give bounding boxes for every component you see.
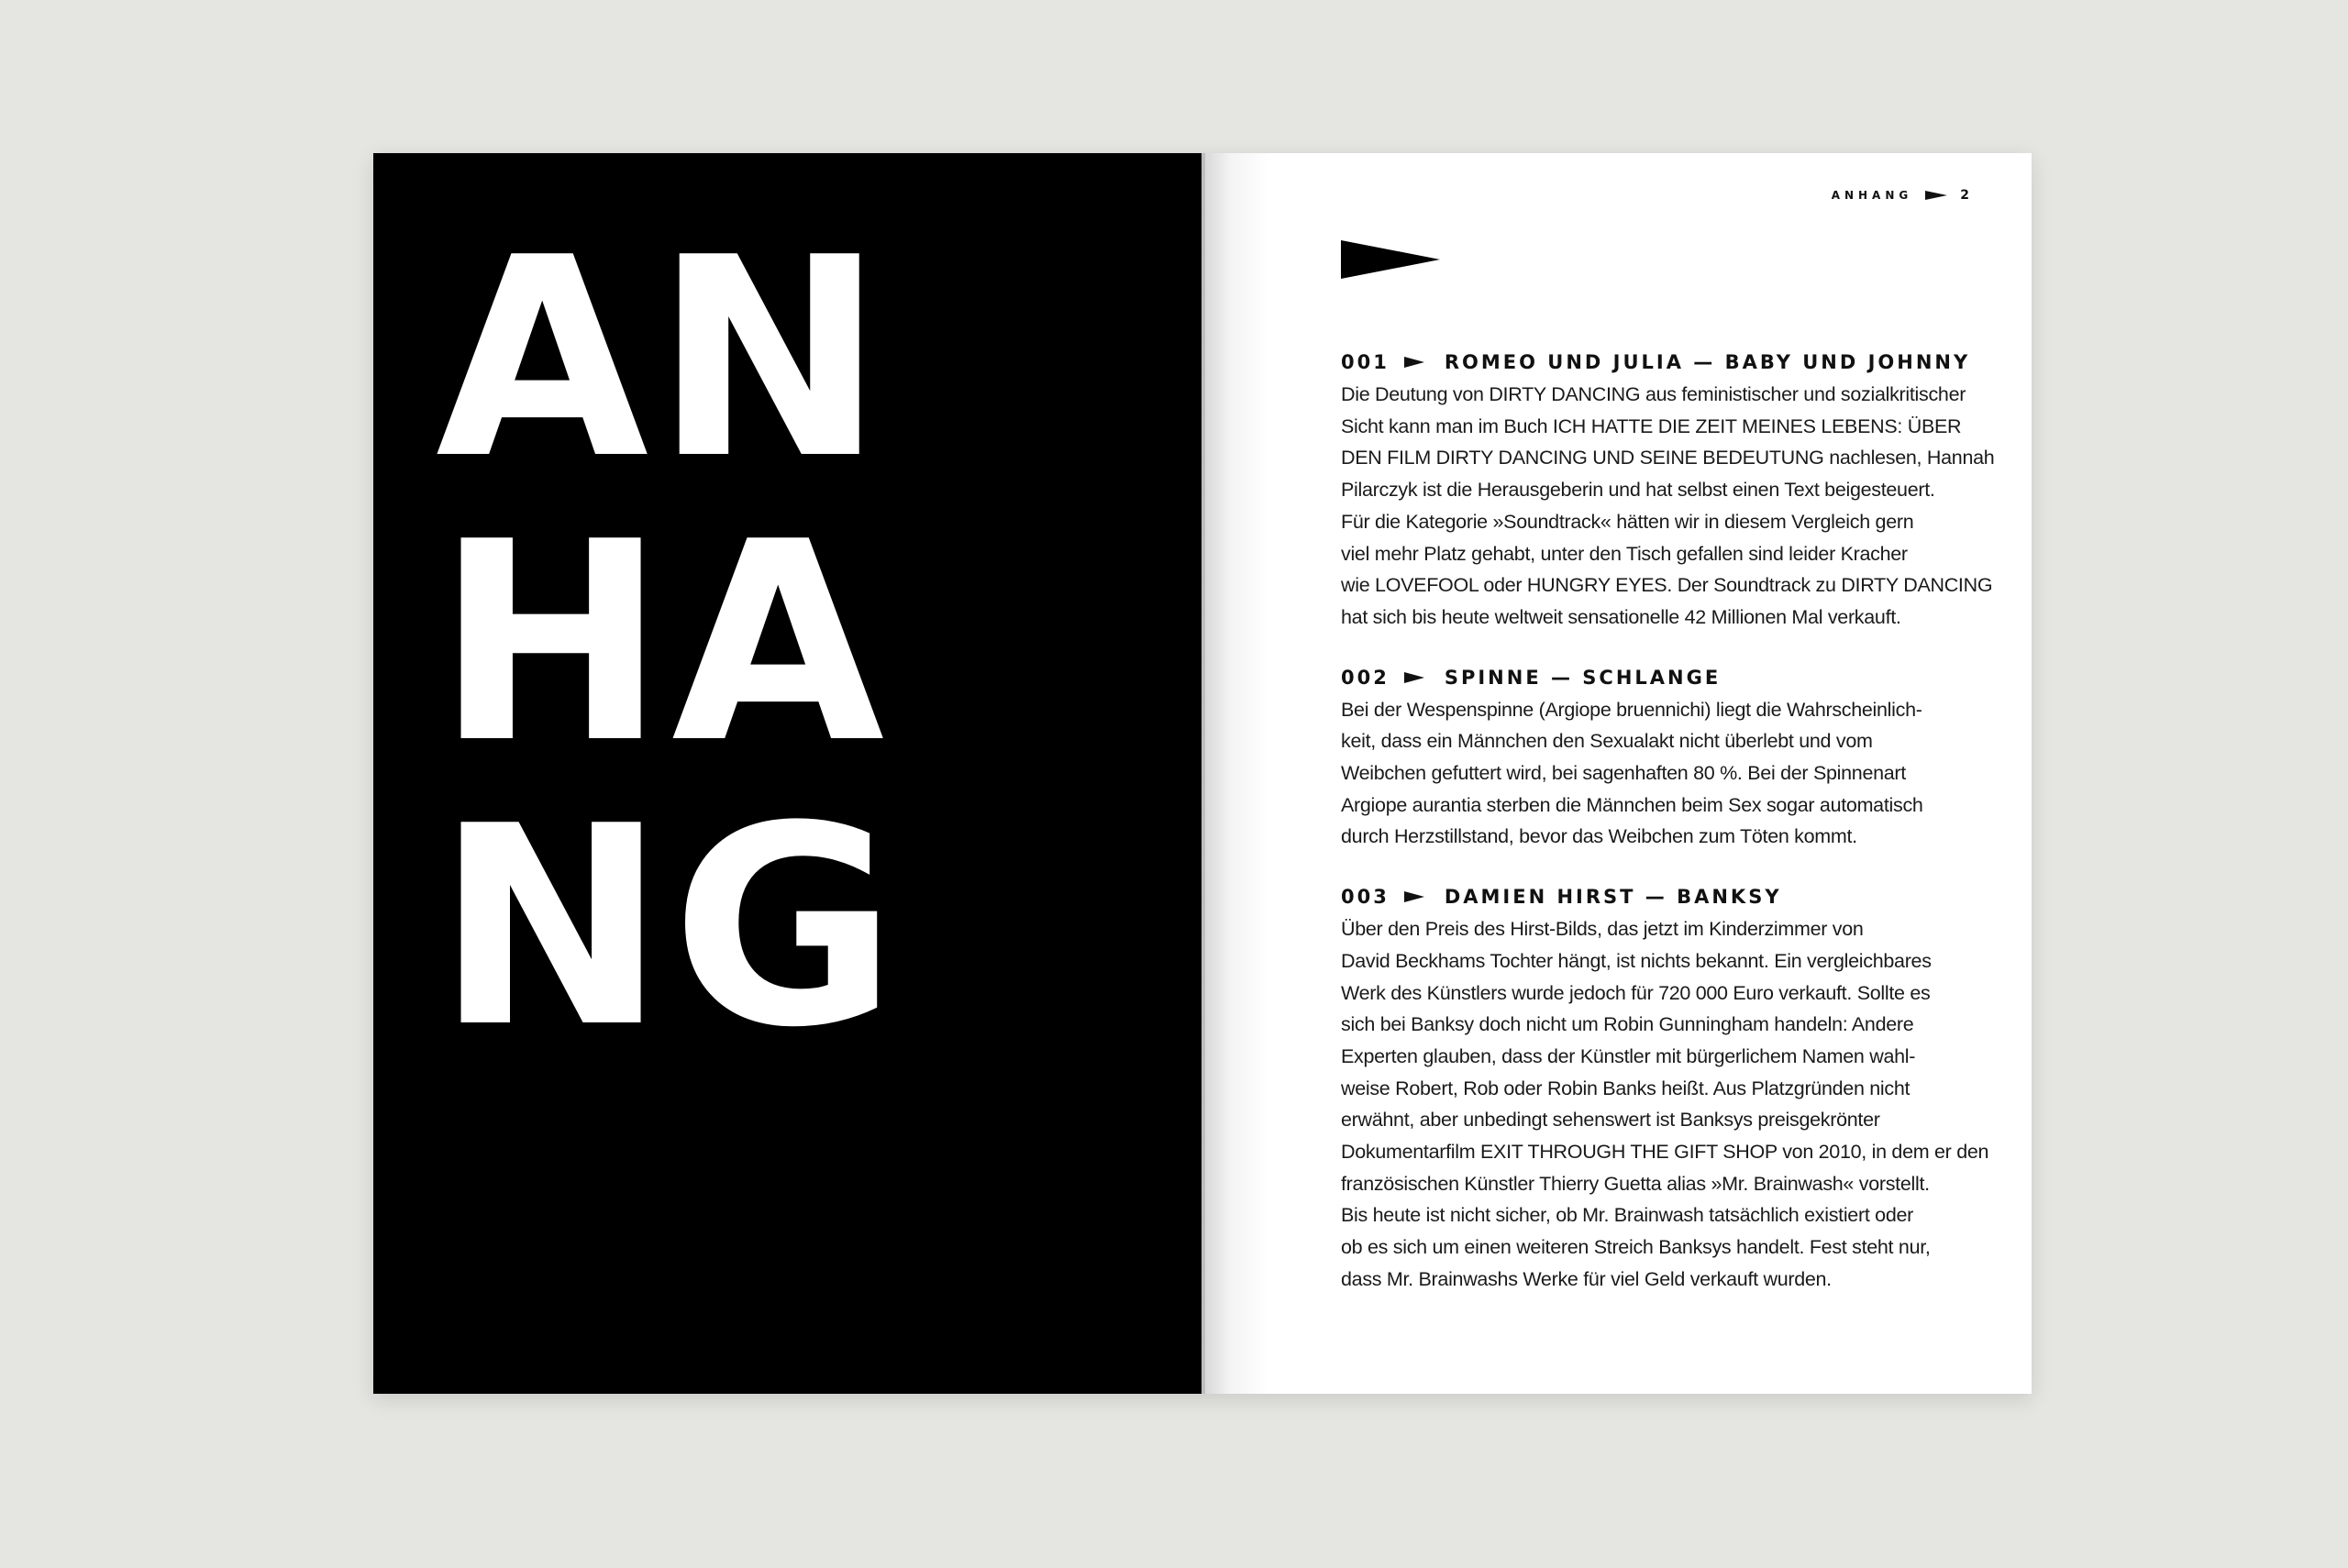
text-line: Die Deutung von DIRTY DANCING aus feministischer und sozialkritischer <box>1341 383 1966 405</box>
text-line: Experten glauben, dass der Künstler mit bürgerlichem Namen wahl- <box>1341 1044 1916 1067</box>
chapter-title-line-3: NG <box>436 767 903 1088</box>
text-line: hat sich bis heute weltweit sensationelle 42 Millionen Mal verkauft. <box>1341 605 1901 628</box>
note-title: DAMIEN HIRST — BANKSY <box>1444 886 1782 909</box>
text-line: Werk des Künstlers wurde jedoch für 720 000 Euro verkauft. Sollte es <box>1341 981 1931 1004</box>
note-section <box>1341 346 1995 634</box>
note-heading <box>1341 661 1983 694</box>
note-section <box>1341 880 1989 1295</box>
note-section <box>1341 661 1983 854</box>
note-body <box>1341 379 1995 634</box>
text-line: sich bei Banksy doch nicht um Robin Gunningham handeln: Andere <box>1341 1013 1914 1036</box>
large-pennant-icon <box>1341 240 1440 279</box>
text-line: David Beckhams Tochter hängt, ist nichts bekannt. Ein vergleichbares <box>1341 949 1932 972</box>
right-page <box>1205 153 2032 1394</box>
text-line: Weibchen gefuttert wird, bei sagenhaften 80 %. Bei der Spinnenart <box>1341 762 1906 785</box>
text-line: Bis heute ist nicht sicher, ob Mr. Brainwash tatsächlich existiert oder <box>1341 1204 1913 1227</box>
text-line: Pilarczyk ist die Herausgeberin und hat selbst einen Text beigesteuert. <box>1341 479 1935 502</box>
text-line: ob es sich um einen weiteren Streich Banksys handelt. Fest steht nur, <box>1341 1236 1931 1259</box>
text-line: französischen Künstler Thierry Guetta alias »Mr. Brainwash« vorstellt. <box>1341 1172 1930 1195</box>
text-line: Über den Preis des Hirst-Bilds, das jetzt im Kinderzimmer von <box>1341 918 1864 941</box>
text-line: Sicht kann man im Buch ICH HATTE DIE ZEIT MEINES LEBENS: ÜBER <box>1341 414 1962 437</box>
note-heading <box>1341 880 1983 913</box>
page-number: 2 <box>1960 188 1969 203</box>
note-body <box>1341 913 1989 1295</box>
note-number: 001 <box>1341 351 1390 373</box>
running-head <box>1832 188 1969 203</box>
text-line: DEN FILM DIRTY DANCING UND SEINE BEDEUTUNG nachlesen, Hannah <box>1341 447 1995 469</box>
note-number: 002 <box>1341 666 1390 689</box>
text-line: durch Herzstillstand, bevor das Weibchen zum Töten kommt. <box>1341 825 1857 848</box>
text-line: wie LOVEFOOL oder HUNGRY EYES. Der Soundtrack zu DIRTY DANCING <box>1341 574 1993 597</box>
pennant-icon <box>1925 191 1947 200</box>
appendix-notes <box>1341 346 1995 1323</box>
text-line: weise Robert, Rob oder Robin Banks heißt. Aus Platzgründen nicht <box>1341 1077 1911 1099</box>
text-line: erwähnt, aber unbedingt sehenswert ist Banksys preisgekrönter <box>1341 1109 1880 1132</box>
text-line: keit, dass ein Männchen den Sexualakt nicht überlebt und vom <box>1341 730 1873 753</box>
text-line: viel mehr Platz gehabt, unter den Tisch gefallen sind leider Kracher <box>1341 542 1908 565</box>
note-title: SPINNE — SCHLANGE <box>1444 666 1722 689</box>
running-head-title: ANHANG <box>1831 189 1913 202</box>
text-line: dass Mr. Brainwashs Werke für viel Geld verkauft wurden. <box>1341 1267 1832 1290</box>
book-spread <box>373 153 2032 1394</box>
text-line: Dokumentarfilm EXIT THROUGH THE GIFT SHOP von 2010, in dem er den <box>1341 1141 1989 1164</box>
chapter-title-line-2: HA <box>436 483 891 803</box>
chapter-title <box>436 199 903 1088</box>
left-page <box>373 153 1202 1394</box>
text-line: Bei der Wespenspinne (Argiope bruennichi) liegt die Wahrscheinlich- <box>1341 698 1922 721</box>
pennant-arrow-icon <box>1404 672 1424 683</box>
pennant-arrow-icon <box>1404 891 1424 902</box>
pennant-arrow-icon <box>1404 357 1424 368</box>
note-heading <box>1341 346 1983 379</box>
chapter-title-line-1: AN <box>436 199 891 519</box>
note-number: 003 <box>1341 886 1390 909</box>
note-body <box>1341 694 1983 854</box>
text-line: Argiope aurantia sterben die Männchen beim Sex sogar automatisch <box>1341 793 1923 816</box>
text-line: Für die Kategorie »Soundtrack« hätten wir in diesem Vergleich gern <box>1341 510 1914 533</box>
note-title: ROMEO UND JULIA — BABY UND JOHNNY <box>1444 351 1971 373</box>
